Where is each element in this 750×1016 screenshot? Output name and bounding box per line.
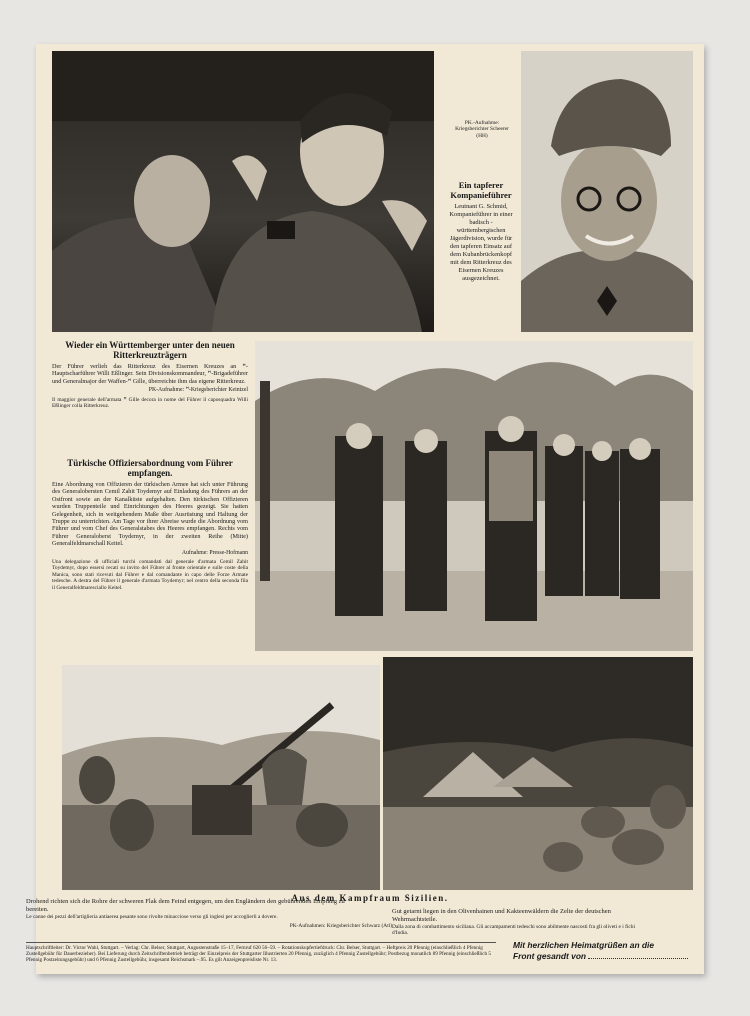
greeting-line-2 [513,951,693,962]
article-kompaniefuehrer-heading: Ein tapferer Kompanieführer [450,180,512,200]
photo-credit [452,120,512,139]
photo-turkish-delegation [255,341,693,651]
article-tuerkische-offiziere-text: Eine Abordnung von Offizieren der türkischen Armee hat sich unter Führung des Generalobersten Cemil Zahit Toydemyr auf Einladung des Führers an der Ostfront sowie an der Kanalküste aufgehalten. Den türkischen Offizieren wurden Truppenteile und Einrichtungen des Heeres gezeigt. Sie hatten Gelegenheit, sich in weitgehendem Maße über Ausrüstung und Haltung der Truppe zu unterrichten. Am Tage vor ihrer Abreise wurde die Abordnung vom Führer und vom Chef des Generalstabes des Heeres empfangen. Rechts vom Führer Generaloberst Toydemyr, in der zweiten Reihe (Mitte) Generalfeldmarschall Keitel. [52,481,248,548]
article-wuerttemberger-credit: PK-Aufnahme: ꟸ-Kriegsberichter Keintzel [148,387,248,394]
section-title-sizilien: Aus dem Kampfraum Sizilien. [291,893,449,903]
section-credit [256,923,392,929]
greeting-line-2-text: Front gesandt von [513,951,587,961]
article-tuerkische-offiziere-heading: Türkische Offiziersabordnung vom Führer empfangen. [67,458,233,478]
article-kompaniefuehrer-text: Leutnant G. Schmid, Kompanieführer in einer badisch - württembergischen Jägerdivision, wurde für den tapferen Einsatz auf dem Kubanbrückenkopf mit dem Ritterkreuz des Eisernen Kreuzes ausgezeichnet. [449,203,513,282]
article-tuerkische-offiziere-credit: Aufnahme: Presse-Hofmann [181,549,248,556]
article-tuerkische-offiziere [52,458,248,593]
photo-flak-gun [62,665,380,890]
section-credit-text: PK-Aufnahmen: Kriegsberichter Schwarz (Atl) [289,923,392,929]
caption-tents-text: Gut getarnt liegen in den Olivenhainen und Kakteenwäldern die Zelte der deutschen Wehrmachtsteile. [392,908,611,923]
article-wuerttemberger-italian: Il maggior generale dell'armata ꟸ Gille decora in nome del Führer il caposquadra Willi Eßlinger colla Ritterkreuz. [52,396,248,410]
caption-tents-italian: Dalla zona di combattimento siciliana. Gli accampamenti tedeschi sono abilmente nascosti fra gli oliveti e i fichi d'India. [392,924,635,937]
caption-flak-text: Drohend richten sich die Rohre der schweren Flak dem Feind entgegen, um den Engländern den gebührenden Empfang zu bereiten. [26,898,345,913]
caption-tents [392,908,652,937]
signature-line [588,951,688,959]
article-wuerttemberger-text: Der Führer verlieh das Ritterkreuz des Eisernen Kreuzes an ꟸ-Hauptscharführer Willi Eßlinger. Sein Divisionskommandeur, ꟸ-Brigadeführer und Generalmajor der Waffen-ꟸ Gille, überreichte ihm das eigene Ritterkreuz. [52,363,248,385]
photo-credit-text: PK.-Aufnahme: Kriegsberichter Scheerer (HH) [455,120,509,139]
article-kompaniefuehrer [445,180,517,283]
article-wuerttemberger-heading: Wieder ein Württemberger unter den neuen Ritterkreuzträgern [65,340,235,360]
article-tuerkische-offiziere-italian: Una delegazione di ufficiali turchi comandati dal generale d'armata Cemil Zahit Toydemyr, dopo essersi recati su invito del Führer al fronte orientale e sulle coste della Manica, sono stati ricevuti dal Führer e dal comandante in capo delle Forze Armate tedesche. A destra del Führer il generale d'armata Toydemyr; nel centro della seconda fila il Generalfeldmaresciallo Keitel. [52,559,248,591]
greeting-line-1: Mit herzlichen Heimatgrüßen an die [513,940,655,950]
footer-imprint: Hauptschriftleiter: Dr. Victor Wahl, Stuttgart. – Verlag: Chr. Belser, Stuttgart, Augustenstraße 15–17, Fernruf 620 56–59. – Rotationskupfertiefdruck: Chr. Belser, Stuttgart. – Heftpreis 20 Pfennig (einschließlich 4 Pfennig Zustellgebühr für Dauerbezieher). Bei Lieferung durch Zeitschriftenbetrieb beträgt der Einzelpreis der Stuttgarter Illustrierten 20 Pfennig, zuzüglich 4 Pfennig Zustellgebühr; Postbezug monatlich 89 Pfennig (einschließlich 5 Pfennig Postzeitungsgebühr) und 6 Pfennig Zustellgebühr, insgesamt Reichsmark –.95. Es gilt Anzeigenpreisliste Nr. 13. [26,942,496,964]
article-wuerttemberger [52,340,248,411]
photo-knights-cross-ceremony [52,51,434,332]
photo-tents-olive-groves [383,657,693,890]
caption-flak [26,898,356,920]
caption-flak-italian: Le canne dei pezzi dell'artiglieria antiaerea pesante sono rivolte minacciose verso gli inglesi per accoglierli a dovere. [26,914,278,920]
greeting-block [513,940,693,962]
photo-leutnant-portrait [521,51,693,332]
